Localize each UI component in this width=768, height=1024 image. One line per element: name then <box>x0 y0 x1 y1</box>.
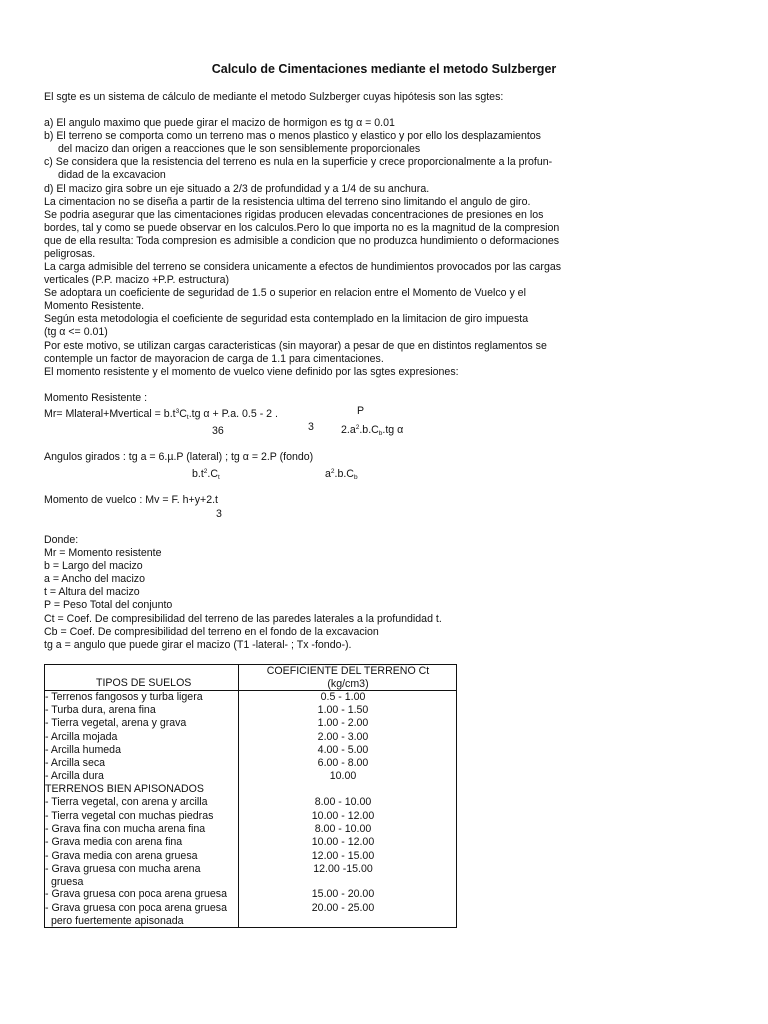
soil-type-cell-continuation: pero fuertemente apisonada <box>51 915 184 927</box>
formula-p-numerator: P <box>357 405 365 417</box>
formula-denominator-3: 3 <box>308 421 314 433</box>
coefficient-cell: 12.00 - 15.00 <box>311 850 375 862</box>
paragraph-line: bordes, tal y como se puede observar en los calculos.Pero lo que importa no es la magnitud de la compresion <box>44 222 560 234</box>
donde-heading: Donde: <box>44 534 79 546</box>
paragraph-line: Por este motivo, se utilizan cargas caracteristicas (sin mayorar) a pesar de que en distintos reglamentos se <box>44 340 547 352</box>
coefficient-cell: 12.00 -15.00 <box>313 863 373 875</box>
paragraph-line: Momento Resistente. <box>44 300 145 312</box>
soil-type-cell: - Tierra vegetal con muchas piedras <box>45 810 214 822</box>
soil-type-cell: - Terrenos fangosos y turba ligera <box>45 691 203 703</box>
momento-resistente-heading: Momento Resistente : <box>44 392 148 404</box>
coefficient-cell: 4.00 - 5.00 <box>317 744 369 756</box>
formula-denominator-right: $2.a^2.b.C_b.tg$ α <box>341 424 404 437</box>
soil-type-cell: - Arcilla dura <box>45 770 104 782</box>
definition-line: b = Largo del macizo <box>44 560 143 572</box>
table-header-units: (kg/cm3) <box>327 678 369 690</box>
soil-type-cell: - Grava fina con mucha arena fina <box>45 823 206 835</box>
soil-type-cell: - Grava media con arena fina <box>45 836 183 848</box>
coefficient-cell: 15.00 - 20.00 <box>311 888 375 900</box>
definition-line: Cb = Coef. De compresibilidad del terreno en el fondo de la excavacion <box>44 626 379 638</box>
paragraph-line: Según esta metodologia el coeficiente de seguridad esta contemplado en la limitacion de giro impuesta <box>44 313 529 325</box>
soil-type-cell-continuation: gruesa <box>51 876 84 888</box>
definition-line: a = Ancho del macizo <box>44 573 145 585</box>
coefficient-cell: 10.00 <box>329 770 357 782</box>
coefficient-cell: 1.00 - 2.00 <box>317 717 369 729</box>
paragraph-line: (tg α <= 0.01) <box>44 326 108 338</box>
definition-line: Mr = Momento resistente <box>44 547 162 559</box>
soil-type-cell: - Tierra vegetal, arena y grava <box>45 717 187 729</box>
soil-type-cell: - Grava media con arena gruesa <box>45 850 198 862</box>
soil-type-cell: - Arcilla seca <box>45 757 106 769</box>
coefficient-cell: 2.00 - 3.00 <box>317 731 369 743</box>
definition-line: t = Altura del macizo <box>44 586 140 598</box>
coefficient-cell: 8.00 - 10.00 <box>314 823 372 835</box>
angulos-fondo-denominator: $a^2.b.C_b$ <box>325 468 358 481</box>
paragraph-line: La cimentacion no se diseña a partir de la resistencia ultima del terreno sino limitando el angulo de giro. <box>44 196 531 208</box>
table-header-soil-types: TIPOS DE SUELOS <box>96 677 192 689</box>
definition-line: Ct = Coef. De compresibilidad del terreno de las paredes laterales a la profundidad t. <box>44 613 442 625</box>
paragraph-line: que de ella resulta: Toda compresion es admisible a condicion que no produzca hundimiento o deformaciones <box>44 235 560 247</box>
angulos-lateral-denominator: $b.t^2.C_t$ <box>192 468 220 481</box>
soil-type-cell: - Arcilla mojada <box>45 731 118 743</box>
hypothesis-d: d) El macizo gira sobre un eje situado a 2/3 de profundidad y a 1/4 de su anchura. <box>44 183 430 195</box>
definition-line: tg a = angulo que puede girar el macizo (T1 -lateral- ; Tx -fondo-). <box>44 639 352 651</box>
soil-type-cell: - Turba dura, arena fina <box>45 704 156 716</box>
soil-type-cell: - Grava gruesa con mucha arena <box>45 863 201 875</box>
soil-type-cell: TERRENOS BIEN APISONADOS <box>45 783 204 795</box>
table-header-coefficient: COEFICIENTE DEL TERRENO Ct <box>266 665 430 677</box>
definition-line: P = Peso Total del conjunto <box>44 599 173 611</box>
soil-table-column-divider <box>238 664 239 928</box>
coefficient-cell: 10.00 - 12.00 <box>311 810 375 822</box>
paragraph-line: Se adoptara un coeficiente de seguridad de 1.5 o superior en relacion entre el Momento de Vuelco y el <box>44 287 526 299</box>
momento-resistente-formula: Mr= Mlateral+Mvertical = $b.t^3C_t.tg$ α + P.a. 0.5 - 2 . <box>44 408 278 421</box>
paragraph-line: contemple un factor de mayoracion de carga de 1.1 para cimentaciones. <box>44 353 384 365</box>
paragraph-line: El momento resistente y el momento de vuelco viene definido por las sgtes expresiones: <box>44 366 459 378</box>
hypothesis-c-line1: c) Se considera que la resistencia del terreno es nula en la superficie y crece proporcionalmente a la profun- <box>44 156 553 168</box>
momento-vuelco-formula: Momento de vuelco : Mv = F. h+y+2.t <box>44 494 218 506</box>
document-title: Calculo de Cimentaciones mediante el metodo Sulzberger <box>211 62 557 76</box>
soil-type-cell: - Grava gruesa con poca arena gruesa <box>45 888 227 900</box>
hypothesis-b-line2: del macizo dan origen a reacciones que le son sensiblemente proporcionales <box>58 143 421 155</box>
coefficient-cell: 0.5 - 1.00 <box>320 691 366 703</box>
momento-vuelco-denominator: 3 <box>216 508 222 520</box>
intro-text: El sgte es un sistema de cálculo de mediante el metodo Sulzberger cuyas hipótesis son las sgtes: <box>44 91 504 103</box>
hypothesis-a: a) El angulo maximo que puede girar el macizo de hormigon es tg α = 0.01 <box>44 117 395 129</box>
soil-type-cell: - Tierra vegetal, con arena y arcilla <box>45 796 208 808</box>
coefficient-cell: 1.00 - 1.50 <box>317 704 369 716</box>
coefficient-cell: 6.00 - 8.00 <box>317 757 369 769</box>
formula-denominator-36: 36 <box>212 425 224 437</box>
soil-type-cell: - Arcilla humeda <box>45 744 121 756</box>
angulos-girados-formula: Angulos girados : tg a = 6.µ.P (lateral) ; tg α = 2.P (fondo) <box>44 451 314 463</box>
coefficient-cell: 8.00 - 10.00 <box>314 796 372 808</box>
soil-type-cell: - Grava gruesa con poca arena gruesa <box>45 902 227 914</box>
hypothesis-c-line2: didad de la excavacion <box>58 169 166 181</box>
paragraph-line: La carga admisible del terreno se considera unicamente a efectos de hundimientos provocados por las cargas <box>44 261 562 273</box>
hypothesis-b-line1: b) El terreno se comporta como un terreno mas o menos plastico y elastico y por ello los desplazamientos <box>44 130 541 142</box>
paragraph-line: peligrosas. <box>44 248 96 260</box>
coefficient-cell: 10.00 - 12.00 <box>311 836 375 848</box>
coefficient-cell: 20.00 - 25.00 <box>311 902 375 914</box>
paragraph-line: Se podria asegurar que las cimentaciones rigidas producen elevadas concentraciones de presiones en los <box>44 209 544 221</box>
paragraph-line: verticales (P.P. macizo +P.P. estructura) <box>44 274 229 286</box>
